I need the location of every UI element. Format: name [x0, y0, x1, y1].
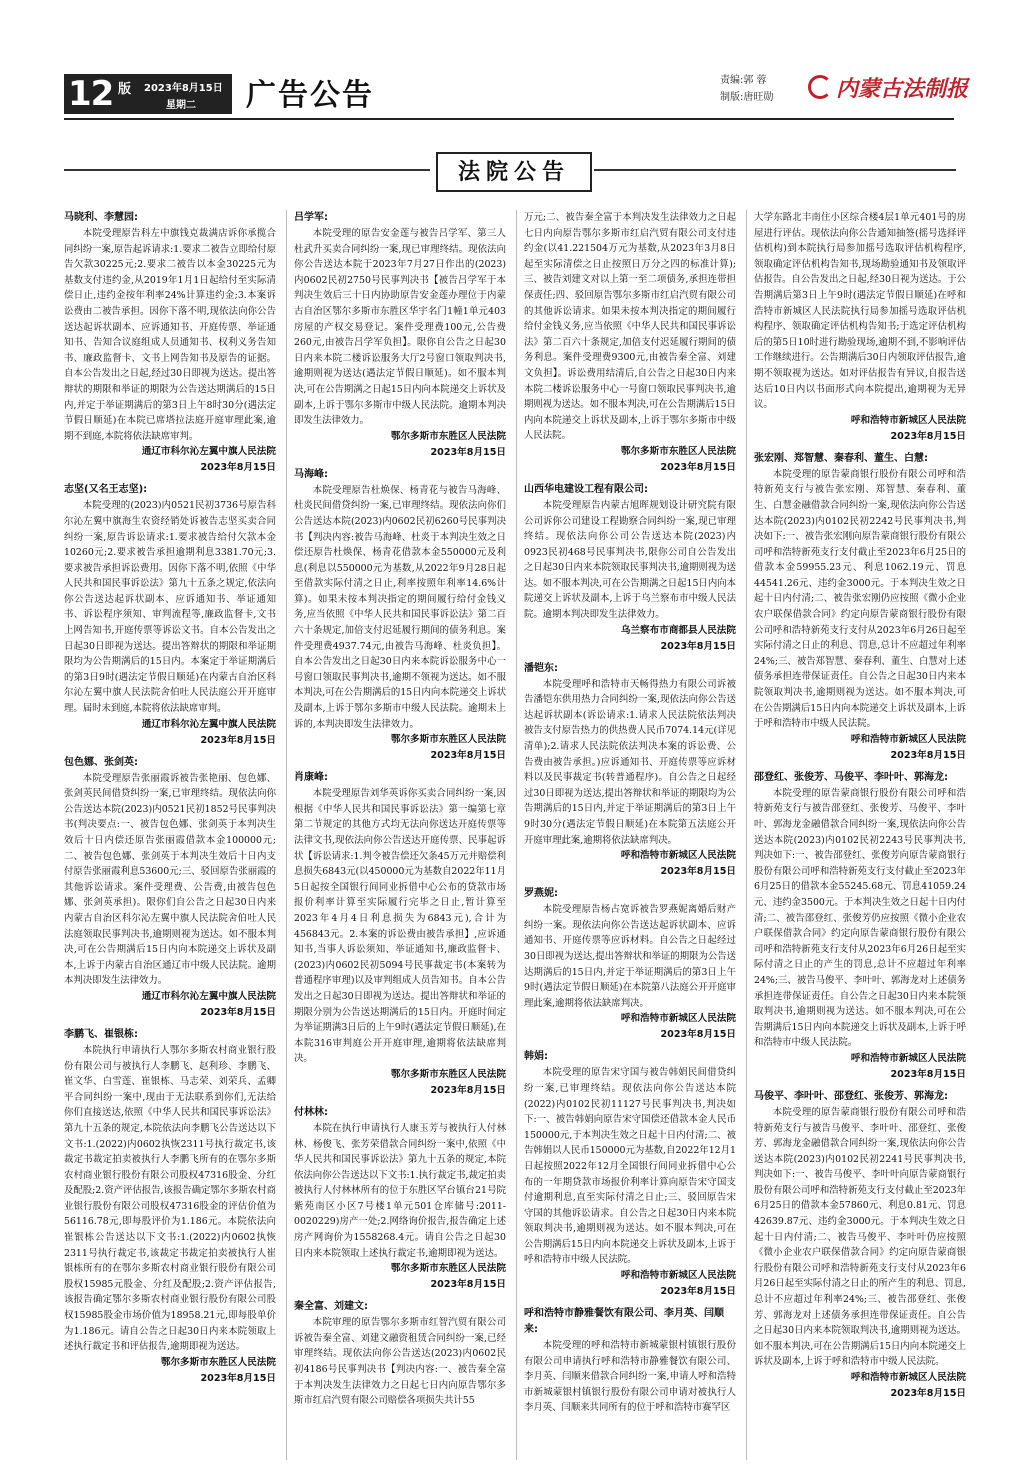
court-notice — [754, 1089, 966, 1402]
notice-court: 通辽市科尔沁左翼中旗人民法院 — [141, 446, 276, 458]
court-notice — [524, 886, 736, 1043]
notice-addressee: 吕学军: — [294, 212, 328, 223]
section-title: 广告公告 — [246, 78, 374, 113]
court-notice — [294, 1105, 506, 1293]
notice-date: 2023年8月15日 — [890, 1388, 966, 1399]
notice-court: 鄂尔多斯市东胜区人民法院 — [390, 430, 506, 442]
column-divider — [286, 210, 287, 1460]
notice-date: 2023年8月15日 — [430, 1084, 506, 1096]
court-notice — [64, 1027, 276, 1387]
notice-date: 2023年8月15日 — [890, 430, 966, 442]
notice-court: 乌兰察布市商都县人民法院 — [620, 624, 736, 636]
banner-rule-right — [594, 169, 956, 171]
notice-addressee: 志坚(又名王志坚): — [64, 484, 148, 496]
notice-date: 2023年8月15日 — [200, 462, 276, 474]
notice-addressee: 山西华电建设工程有限公司: — [524, 483, 648, 495]
notice-body: 本院受理原告张丽霞诉被告张艳丽、包色娜、张剑英民间借贷纠纷一案,已审理终结。现依法向你公告送达本院(2023)内0521民初1852号民事判决书(判决要点:一、被告包色娜、张剑英于本判决生效后十日内偿还原告张丽霞借款本金100000元;二、被告包色娜、张剑英于本判决生效后十日内支付原告张丽霞利息53600元;三、驳回原告张丽霞的其他诉讼请求。案件受理费、公告费,由被告包色娜、张剑英承担)。限你们自公告之日起30日内来内蒙古自治区科尔沁左翼中旗人民法院舍伯吐人民法庭领取民事判决书,逾期则视为送达。如不服本判决,可在公告期满后15日内向本院递交上诉状及副本,上诉于内蒙古自治区通辽市中级人民法院。逾期本判决即发生法律效力。 — [64, 772, 276, 987]
notice-body: 本院受理原告科左中旗钱克裁满店诉你承揽合同纠纷一案,原告起诉请求:1.要求二被告立即给付原告欠款30225元;2.要求二被告以本金30225元为基数支付违约金,从2019年1月1日起给付至实际清偿日止,违约金按年利率24%计算违约金;3.本案诉讼费由二被告承担。因你下落不明,现依法向你公告送达起诉状副本、应诉通知书、开庭传票、举证通知书、告知合议庭组成人员通知书、权利义务告知书、廉政监督卡、文书上网告知书及原告的证据。自本公告发出之日起,经过30日即视为送达。提出答辩状的期限和举证的期限为公告送达期满后的15日内,并定于举证期满后的第3日上午8时30分(遇法定节假日顺延)在本院已席塔拉法庭开庭审理此案,逾期不到庭,本院将依法缺席审判。 — [64, 228, 276, 442]
notice-addressee: 肖康峰: — [294, 772, 328, 784]
editor-credit: 责编:郭 蓉 — [720, 75, 767, 86]
court-notice — [754, 451, 966, 764]
court-notice — [754, 770, 966, 1083]
notice-addressee: 马晓利、李慧园: — [64, 212, 138, 223]
notice-date: 2023年8月15日 — [660, 1029, 736, 1041]
notice-body: 本院受理的原告安金莲与被告吕学军、第三人杜武升买卖合同纠纷一案,现已审理终结。现依法向你公告送达本院于2023年7月27日作出的(2023)内0602民初2750号民事判决书【被告吕学军于本判决生效后三十日内协助原告安金莲办理位于内蒙古自治区鄂尔多斯市东胜区华宇名门1幢1单元403房屋的产权交易登记。案件受理费100元,公告费260元,由被告吕学军负担】。限你自公告之日起30日内来本院二楼诉讼服务大厅2号窗口领取判决书,逾期则视为送达(遇法定节假日顺延)。如不服本判决,可在公告期满之日起15日内向本院递交上诉状及副本,上诉于鄂尔多斯市中级人民法院。逾期本判决即发生法律效力。 — [294, 228, 506, 427]
notice-body: 本院受理原告杨占宽诉被告罗燕妮离婚后财产纠纷一案。现依法向你公告送达起诉状副本、应诉通知书、开庭传票等应诉材料。自公告之日起经过30日即视为送达,提出答辩状和举证的期限为公告送达期满后的15日内,并定于举证期满后的第3日上午9时(遇法定节假日顺延)在本院第八法庭公开开庭审理此案,逾期将依法缺席判决。 — [524, 904, 736, 1009]
notice-date: 2023年8月15日 — [430, 750, 506, 762]
notice-date: 2023年8月15日 — [890, 749, 966, 761]
notice-addressee: 李鹏飞、崔银栋: — [64, 1028, 138, 1040]
notice-court: 呼和浩特市新城区人民法院 — [620, 850, 736, 862]
banner-title: 法院公告 — [457, 159, 570, 185]
notice-date: 2023年8月15日 — [200, 1006, 276, 1018]
notice-court: 呼和浩特市新城区人民法院 — [850, 414, 966, 426]
notice-date: 2023年8月15日 — [660, 461, 736, 473]
page-number: 12 — [68, 74, 114, 114]
court-notice — [524, 1049, 736, 1300]
court-notice — [64, 210, 276, 476]
notice-body: 本院受理的(2023)内0521民初3736号原告科尔沁左翼中旗海生农资经销处诉被告志坚买卖合同纠纷一案,原告诉讼请求:1.要求被告给付欠款本金10260元;2.要求被告承担逾期利息3381.70元;3.要求被告承担诉讼费用。因你下落不明,依照《中华人民共和国民事诉讼法》第九十五条之规定,依法向你公告送达起诉状副本、应诉通知书、举证通知书、诉讼程序须知、审判流程等,廉政监督卡,文书上网告知书,开庭传票等诉讼文书。自本公告发出之日起30日即视为送达。提出答辩状的期限和举证期限均为公告期满后的15日内。本案定于举证期满后的第3日9时(遇法定节假日顺延)在内蒙古自治区科尔沁左翼中旗人民法院舍伯吐人民法庭公开开庭审理。届时未到庭,本院将依法缺席审判。 — [64, 500, 276, 715]
page-header — [0, 0, 1024, 140]
notice-body: 本院受理的原告蒙商银行股份有限公司呼和浩特新苑支行与被告张宏刚、郑智慧、秦春利、董生、白慧金融借款合同纠纷一案,现依法向你公告送达本院(2023)内0102民初2242号民事判决书,判决如下:一、被告张宏刚向原告蒙商银行股份有限公司呼和浩特新苑支行支付截止至2023年6月25日的借款本金59955.23元、利息1062.19元、罚息44541.26元、违约金3000元。于本判决生效之日起十日内付清;二、被告张宏刚仍应按照《微小企业农户联保借款合同》约定向原告蒙商银行股份有限公司呼和浩特新苑支行支付从2023年6月26日起至实际付清之日止的利息、罚息,总计不应超过年利率24%;三、被告郑智慧、秦春利、董生、白慧对上述债务承担连带保证责任。自公告之日起30日内来本院领取判决书,逾期则视为送达。如不服本判决,可在公告期满后15日内向本院递交上诉状及副本,上诉于呼和浩特市中级人民法院。 — [754, 468, 966, 730]
notice-body: 本院受理原告刘华英诉你买卖合同纠纷一案,因根据《中华人民共和国民事诉讼法》第一编第七章第二节规定的其他方式均无法向你送达开庭传票等法律文书,现依法向你公告送达开庭传票、民事起诉状【诉讼请求:1.判令被告偿还欠条45万元并赔偿利息损失6843元(以450000元为基数自2022年11月5日起按全国银行间同业拆借中心公布的贷款市场报价利率计算至实际履行完毕之日止,暂计算至2023年4月4日利息损失为6843元),合计为456843元。2.本案的诉讼费由被告承担】,应诉通知书,当事人诉讼须知、举证通知书,廉政监督卡、(2023)内0602民初5094号民事裁定书(本案转为普通程序审理)以及审判组成人员告知书。自本公告发出之日起30日即视为送达。提出答辩状和举证的期限分别为公告送达期满后的15日内。开庭时间定为举证期满3日后的上午9时(遇法定节假日顺延),在本院316审判庭公开开庭审理,逾期将依法缺席判决。 — [294, 788, 506, 1065]
notice-addressee: 马俊平、李叶叶、邵登红、张俊芳、郭海龙: — [754, 1090, 948, 1102]
notice-court: 鄂尔多斯市东胜区人民法院 — [390, 1068, 506, 1080]
header-rule — [64, 118, 954, 120]
court-notice — [294, 467, 506, 765]
issue-date: 2023年8月15日 — [144, 83, 223, 94]
notice-court: 鄂尔多斯市东胜区人民法院 — [160, 1356, 276, 1368]
notice-date: 2023年8月15日 — [430, 1279, 506, 1291]
notice-date: 2023年8月15日 — [200, 734, 276, 746]
notice-addressee: 呼和浩特市静雅餐饮有限公司、李月英、闫顺来: — [524, 1308, 724, 1336]
column-3 — [524, 210, 736, 1460]
notice-body: 大学东路北丰南住小区综合楼4层1单元401号的房屋进行评估。现依法向你公告通知抽签(摇号选择评估机构)到本院执行局参加摇号选取评估机构程序,领取确定评估机构告知书,现场勘验通知书及领取评估报告。自公告发出之日起,经30日视为送达。于公告期满后第3日上午9时(遇法定节假日顺延)在呼和浩特市新城区人民法院执行局参加摇号选取评估机构程序、领取确定评估机构告知书;于选定评估机构后的第5日10时进行勘验现场,逾期不到,不影响评估工作继续进行。公告期满后30日内领取评估报告,逾期不领取视为送达。如对评估报告有异议,自报告送达后10日内以书面形式向本院提出,逾期视为无异议。 — [754, 212, 966, 411]
court-notice — [524, 661, 736, 881]
notice-court: 鄂尔多斯市东胜区人民法院 — [620, 445, 736, 457]
court-notice — [754, 210, 966, 445]
notice-addressee: 付林林: — [294, 1106, 328, 1118]
notice-court: 呼和浩特市新城区人民法院 — [850, 1372, 966, 1383]
issue-date-box — [136, 74, 232, 114]
issue-weekday: 星期二 — [166, 100, 196, 111]
notice-court: 呼和浩特市新城区人民法院 — [620, 1013, 736, 1025]
column-1 — [64, 210, 276, 1460]
notice-addressee: 邵登红、张俊芳、马俊平、李叶叶、郭海龙: — [754, 771, 948, 783]
logo-mark-icon — [808, 75, 832, 99]
court-notice — [524, 1306, 736, 1416]
column-divider — [746, 210, 747, 1460]
notice-date: 2023年8月15日 — [430, 446, 506, 458]
notice-addressee: 罗燕妮: — [524, 888, 558, 900]
column-2 — [294, 210, 506, 1460]
notice-court: 鄂尔多斯市东胜区人民法院 — [390, 1263, 506, 1275]
notice-date: 2023年8月15日 — [660, 866, 736, 878]
banner-rule-left — [64, 169, 430, 171]
notice-date: 2023年8月15日 — [890, 1068, 966, 1080]
notice-court: 呼和浩特市新城区人民法院 — [850, 733, 966, 745]
column-4 — [754, 210, 966, 1460]
newspaper-logo — [808, 72, 968, 103]
notice-date: 2023年8月15日 — [200, 1372, 276, 1384]
notice-body: 本院受理的呼和浩特市新城蒙银村镇银行股份有限公司申请执行呼和浩特市静雅餐饮有限公司、李月英、闫顺来借款合同纠纷一案,申请人呼和浩特市新城蒙银村镇银行股份有限公司申请对被执行人李月英、闫顺来共同所有的位于呼和浩特市赛罕区 — [524, 1340, 736, 1414]
notice-court: 通辽市科尔沁左翼中旗人民法院 — [141, 990, 276, 1002]
column-divider — [516, 210, 517, 1460]
court-notice — [64, 755, 276, 1021]
court-notice — [64, 482, 276, 748]
producer-credit: 制版:唐旺勋 — [720, 92, 774, 103]
court-notice — [294, 1299, 506, 1409]
notice-body: 本院受理原告内蒙古旭晖规划设计研究院有限公司诉你公司建设工程勘察合同纠纷一案,现已审理终结。现依法向你公司公告送达本院(2023)内0923民初468号民事判决书,限你公司自公告发出之日起30日内来本院领取民事判决书,逾期则视为送达。如不服本判决,可在公告期满之日起15日内向本院递交上诉状及副本,上诉于乌兰察布市中级人民法院。逾期本判决即发生法律效力。 — [524, 499, 736, 621]
notice-body: 本院受理呼和浩特市天畅得热力有限公司诉被告潘铠东供用热力合同纠纷一案,现依法向你公告送达起诉状副本(诉讼请求:1.请求人民法院依法判决被告支付原告热力的供热费人民币7074.14元(详见清单);2.请求人民法院依法判决本案的诉讼费、公告费由被告承担。)应诉通知书、开庭传票等应诉材料以及民事裁定书(转普通程序)。自公告之日起经过30日即视为送达,提出答辩状和举证的期限均为公告期满后的15日内,并定于举证期满后的第3日上午9时30分(遇法定节假日顺延)在本院第五法庭公开开庭审理此案,逾期将依法缺席判决。 — [524, 678, 736, 846]
notice-court: 通辽市科尔沁左翼中旗人民法院 — [141, 718, 276, 730]
notice-court: 呼和浩特市新城区人民法院 — [850, 1052, 966, 1064]
notice-body: 万元;二、被告秦全富于本判决发生法律效力之日起七日内向原告鄂尔多斯市红启汽贸有限公司支付违约金(以41.221504万元为基数,从2023年3月8日起至实际清偿之日止按照日万分之四的标准计算);三、被告刘建文对以上第一至二项债务,承担连带担保责任;四、驳回原告鄂尔多斯市红启汽贸有限公司的其他诉讼请求。如果未按本判决指定的期间履行给付金钱义务,应当依照《中华人民共和国民事诉讼法》第二百六十条规定,加倍支付迟延履行期间的债务利息。案件受理费9300元,由被告秦全富、刘建文负担】。诉讼费用结清后,自公告之日起30日内来本院二楼诉讼服务中心一号窗口领取民事判决书,逾期则视为送达。如不服本判决,可在公告期满后15日内向本院递交上诉状及副本,上诉于鄂尔多斯市中级人民法院。 — [524, 212, 736, 442]
notice-date: 2023年8月15日 — [660, 1286, 736, 1298]
notice-court: 鄂尔多斯市东胜区人民法院 — [390, 734, 506, 746]
notice-addressee: 秦全富、刘建文: — [294, 1301, 368, 1313]
staff-credits — [720, 72, 773, 106]
court-notice — [294, 770, 506, 1099]
notice-body: 本院受理的原告宋守国与被告韩娟民间借贷纠纷一案,已审理终结。现依法向你公告送达本院(2022)内0102民初11127号民事判决书,判决如下:一、被告韩娟向原告宋守国偿还借款本金人民币150000元,于本判决生效之日起十日内付清;二、被告韩娟以人民币150000元为基数,自2022年12月1日起按照2022年12月全国银行间同业拆借中心公布的一年期贷款市场报价利率计算向原告宋守国支付逾期利息,直至实际付清之日止;三、驳回原告宋守国的其他诉讼请求。自公告之日起30日内来本院领取判决书,逾期则视为送达。如不服本判决,可在公告期满后15日内向本院递交上诉状及副本,上诉于呼和浩特市中级人民法院。 — [524, 1067, 736, 1266]
notice-addressee: 马海峰: — [294, 468, 328, 480]
notice-court: 呼和浩特市新城区人民法院 — [620, 1270, 736, 1282]
newspaper-name: 内蒙古法制报 — [836, 76, 969, 102]
notice-body: 本院执行申请执行人鄂尔多斯农村商业银行股份有限公司与被执行人李鹏飞、赵利珍、李鹏飞、崔文华、白雪莲、崔银栋、马志荣、刘荣兵、孟卿平合同纠纷一案中,现由于无法联系到你们,无法给你们直接送达,依照《中华人民共和国民事诉讼法》第九十五条的规定,本院依法向李鹏飞公告送达以下文书:1.(2022)内0602执恢2311号执行裁定书,该裁定书裁定拍卖被执行人李鹏飞所有的在鄂尔多斯农村商业银行股份有限公司股权47316股金、分红及配股;2.资产评估报告,该报告确定鄂尔多斯农村商业银行股份有限公司股权47316股金的评估价值为56116.78元,即每股评价为1.186元。本院依法向崔银栋公告送达以下文书:1.(2022)内0602执恢2311号执行裁定书,该裁定书裁定拍卖被执行人崔银栋所有的在鄂尔多斯农村商业银行股份有限公司股权15985元股金、分红及配股;2.资产评估报告,该报告确定鄂尔多斯农村商业银行股份有限公司股权15985股金市场价值为18958.21元,即每股单价为1.186元。请自公告之日起30日内来本院领取上述执行裁定书和评估报告,逾期即视为送达。 — [64, 1044, 276, 1353]
notice-body: 本院受理的原告蒙商银行股份有限公司呼和浩特新苑支行与被告马俊平、李叶叶、邵登红、张俊芳、郭海龙金融借款合同纠纷一案,现依法向你公告送达本院(2023)内0102民初2241号民事判决书,判决如下:一、被告马俊平、李叶叶向原告蒙商银行股份有限公司呼和浩特新苑支行支付截止至2023年6月25日的借款本金57860元、利息0.81元、罚息42639.87元、违约金3000元。于本判决生效之日起十日内付清;二、被告马俊平、李叶叶仍应按照《微小企业农户联保借款合同》约定向原告蒙商银行股份有限公司呼和浩特新苑支行支付从2023年6月26日起至实际付清之日止的所产生的利息、罚息,总计不应超过年利率24%;三、被告邵登红、张俊芳、郭海龙对上述债务承担连带保证责任。自公告之日起30日内来本院领取判决书,逾期则视为送达。如不服本判决,可在公告期满后15日内向本院递交上诉状及副本,上诉于呼和浩特市中级人民法院。 — [754, 1106, 966, 1368]
notice-body: 本院受理的原告蒙商银行股份有限公司呼和浩特新苑支行与被告邵登红、张俊芳、马俊平、李叶叶、郭海龙金融借款合同纠纷一案,现依法向你公告送达本院(2023)内0102民初2243号民事判决书,判决如下:一、被告邵登红、张俊芳向原告蒙商银行股份有限公司呼和浩特新苑支行支付截止至2023年6月25日的借款本金55245.68元、罚息41059.24元、违约金3500元。于本判决生效之日起十日内付清;二、被告邵登红、张俊芳仍应按照《微小企业农户联保借款合同》约定向原告蒙商银行股份有限公司呼和浩特新苑支行支付从2023年6月26日起至实际付清之日止的产生的罚息,总计不应超过年利率24%;三、被告马俊平、李叶叶、郭海龙对上述债务承担连带保证责任。自公告之日起30日内来本院领取判决书,逾期则视为送达。如不服本判决,可在公告期满后15日内向本院递交上诉状及副本,上诉于呼和浩特市中级人民法院。 — [754, 787, 966, 1049]
court-notice — [524, 482, 736, 655]
page-unit: 版 — [118, 82, 132, 97]
page-number-box — [64, 74, 136, 114]
notice-body: 本院受理原告杜焕保、杨青花与被告马海峰、杜炎民间借贷纠纷一案,已审理终结。现依法向你们公告送达本院(2023)内0602民初6260号民事判决书【判决内容:被告马海峰、杜炎于本判决生效之日偿还原告杜焕保、杨青花借款本金550000元及利息(利息以550000元为基数,从2022年9月28日起至借款实际付清之日止,利率按照年利率14.6%计算)。如果未按本判决指定的期间履行给付金钱义务,应当依照《中华人民共和国民事诉讼法》第二百六十条规定,加倍支付迟延履行期间的债务利息。案件受理费4937.74元,由被告马海峰、杜炎负担】。自本公告发出之日起30日内来本院诉讼服务中心一号窗口领取民事判决书,逾期不领视为送达。如不服本判决,可在公告期满后的15日内向本院递交上诉状及副本,上诉于鄂尔多斯市中级人民法院。逾期未上诉的,本判决即发生法律效力。 — [294, 484, 506, 730]
notice-body: 本院在执行申请执行人康玉芳与被执行人付林林、杨俊飞、张芳荣借款合同纠纷一案中,依照《中华人民共和国民事诉讼法》第九十五条的规定,本院依法向你公告送达以下文书:1.执行裁定书,裁定拍卖被执行人付林林所有的位于东胜区罕台镇台21号院紫苑南区小区7号楼1单元501仓库储号:2011-0020229)房产一处;2.网络询价报告,报告确定上述房产网询价为1558268.4元。请自公告之日起30日内来本院领取上述执行裁定书,逾期即视为送达。 — [294, 1122, 506, 1259]
notice-columns — [64, 210, 966, 1460]
notice-addressee: 张宏刚、郑智慧、秦春利、董生、白慧: — [754, 452, 928, 464]
notice-addressee: 包色娜、张剑英: — [64, 756, 138, 768]
column-banner — [436, 152, 592, 192]
notice-addressee: 潘铠东: — [524, 662, 558, 674]
notice-addressee: 韩娟: — [524, 1051, 548, 1063]
notice-date: 2023年8月15日 — [660, 640, 736, 652]
court-notice — [294, 210, 506, 461]
notice-body: 本院审理的原告鄂尔多斯市红智汽贸有限公司诉被告秦全富、刘建文融资租赁合同纠纷一案,已经审理终结。现依法向你公告送达(2023)内0602民初4186号民事判决书【判决内容:一、被告秦全富于本判决发生法律效力之日起七日内向原告鄂尔多斯市红启汽贸有限公司赔偿各项损失共计55 — [294, 1317, 506, 1407]
court-notice — [524, 210, 736, 476]
